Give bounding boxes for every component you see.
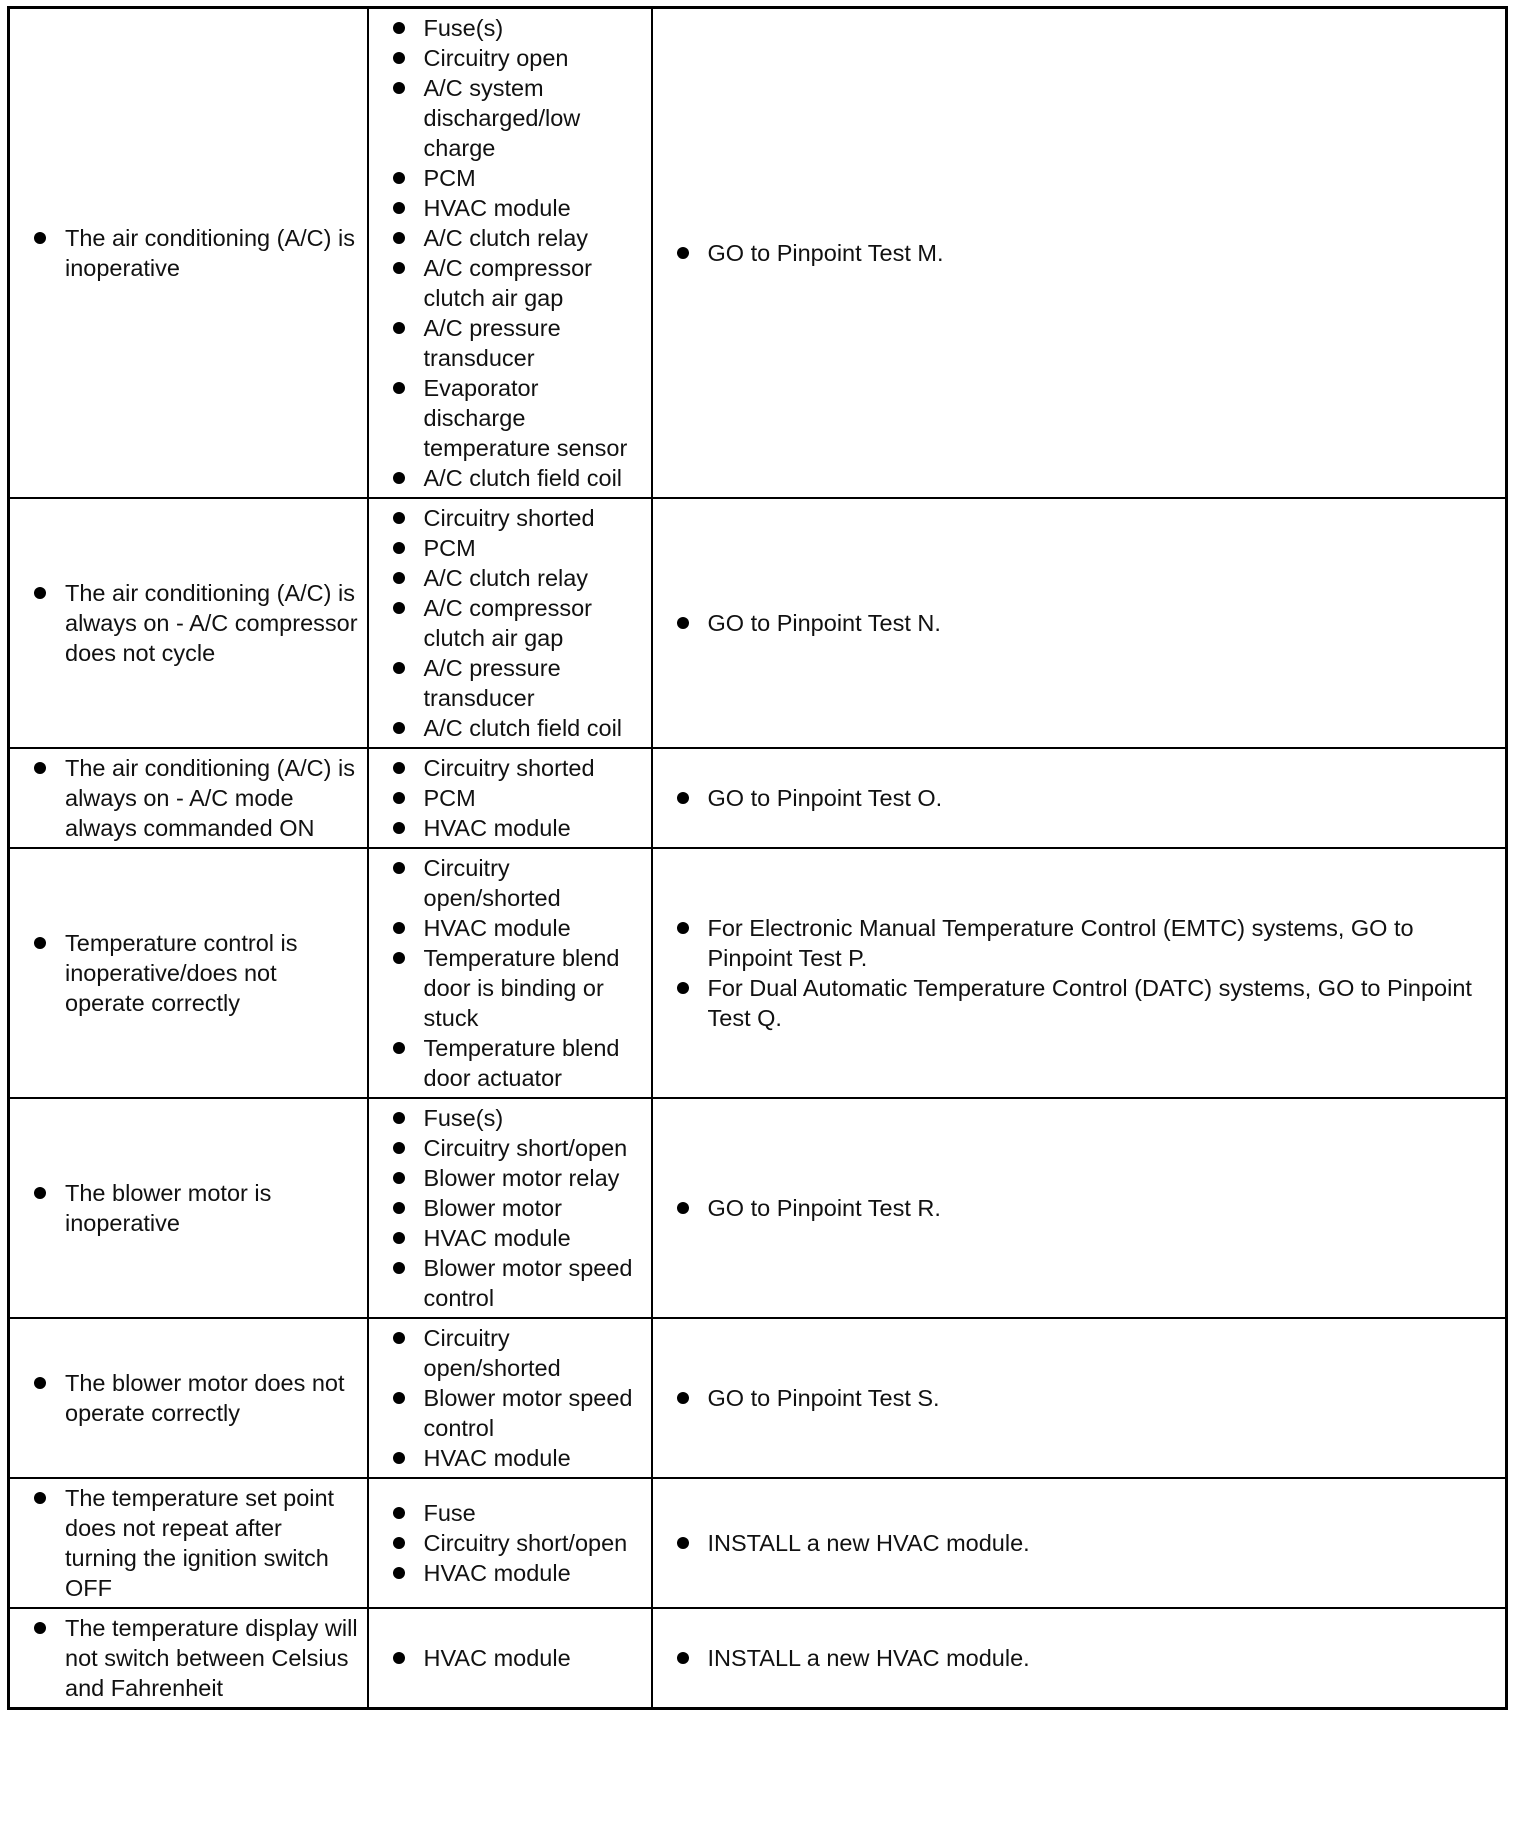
action-item: GO to Pinpoint Test R. <box>675 1193 1498 1223</box>
condition-cell <box>9 848 368 1098</box>
action-cell <box>652 748 1507 848</box>
possible-sources-cell <box>368 1478 652 1608</box>
condition-cell <box>9 8 368 499</box>
condition-cell <box>9 1318 368 1478</box>
source-item: Temperature blend door actuator <box>391 1033 643 1093</box>
action-cell <box>652 1318 1507 1478</box>
sources-list <box>391 753 643 843</box>
possible-sources-cell <box>368 1318 652 1478</box>
symptom-chart-table <box>7 6 1508 1710</box>
actions-list <box>675 1383 1498 1413</box>
source-item: Circuitry shorted <box>391 503 643 533</box>
action-cell <box>652 1098 1507 1318</box>
action-cell <box>652 8 1507 499</box>
condition-cell <box>9 1608 368 1709</box>
source-item: A/C compressor clutch air gap <box>391 593 643 653</box>
source-item: Fuse <box>391 1498 643 1528</box>
condition-text: The blower motor is inoperative <box>32 1178 359 1238</box>
source-item: HVAC module <box>391 193 643 223</box>
action-item: GO to Pinpoint Test N. <box>675 608 1498 638</box>
actions-list <box>675 1193 1498 1223</box>
condition-text: Temperature control is inoperative/does not operate correctly <box>32 928 359 1018</box>
condition-cell <box>9 1098 368 1318</box>
condition-list <box>32 1483 359 1603</box>
source-item: Circuitry short/open <box>391 1133 643 1163</box>
source-item: HVAC module <box>391 913 643 943</box>
table-body <box>9 8 1507 1709</box>
source-item: HVAC module <box>391 1558 643 1588</box>
condition-text: The temperature set point does not repeat after turning the ignition switch OFF <box>32 1483 359 1603</box>
source-item: A/C clutch relay <box>391 223 643 253</box>
table-row <box>9 1608 1507 1709</box>
condition-list <box>32 223 359 283</box>
condition-cell <box>9 498 368 748</box>
source-item: A/C clutch relay <box>391 563 643 593</box>
source-item: Evaporator discharge temperature sensor <box>391 373 643 463</box>
actions-list <box>675 913 1498 1033</box>
possible-sources-cell <box>368 1608 652 1709</box>
condition-list <box>32 1613 359 1703</box>
possible-sources-cell <box>368 8 652 499</box>
condition-text: The air conditioning (A/C) is always on - A/C compressor does not cycle <box>32 578 359 668</box>
condition-list <box>32 578 359 668</box>
action-item: INSTALL a new HVAC module. <box>675 1528 1498 1558</box>
source-item: HVAC module <box>391 1223 643 1253</box>
sources-list <box>391 1323 643 1473</box>
action-item: For Dual Automatic Temperature Control (DATC) systems, GO to Pinpoint Test Q. <box>675 973 1498 1033</box>
action-cell <box>652 1608 1507 1709</box>
action-cell <box>652 498 1507 748</box>
condition-list <box>32 1368 359 1428</box>
source-item: Circuitry open/shorted <box>391 853 643 913</box>
actions-list <box>675 1643 1498 1673</box>
source-item: HVAC module <box>391 813 643 843</box>
action-item: INSTALL a new HVAC module. <box>675 1643 1498 1673</box>
possible-sources-cell <box>368 748 652 848</box>
table-row <box>9 848 1507 1098</box>
source-item: Circuitry shorted <box>391 753 643 783</box>
condition-text: The air conditioning (A/C) is inoperative <box>32 223 359 283</box>
actions-list <box>675 783 1498 813</box>
source-item: HVAC module <box>391 1643 643 1673</box>
source-item: Fuse(s) <box>391 13 643 43</box>
action-item: GO to Pinpoint Test S. <box>675 1383 1498 1413</box>
source-item: HVAC module <box>391 1443 643 1473</box>
source-item: PCM <box>391 533 643 563</box>
source-item: Circuitry open/shorted <box>391 1323 643 1383</box>
sources-list <box>391 1498 643 1588</box>
source-item: PCM <box>391 783 643 813</box>
table-row <box>9 1478 1507 1608</box>
sources-list <box>391 1103 643 1313</box>
table-row <box>9 1318 1507 1478</box>
table-row <box>9 498 1507 748</box>
source-item: Blower motor relay <box>391 1163 643 1193</box>
source-item: Blower motor speed control <box>391 1383 643 1443</box>
possible-sources-cell <box>368 848 652 1098</box>
source-item: A/C compressor clutch air gap <box>391 253 643 313</box>
action-item: GO to Pinpoint Test M. <box>675 238 1498 268</box>
condition-text: The temperature display will not switch between Celsius and Fahrenheit <box>32 1613 359 1703</box>
condition-text: The air conditioning (A/C) is always on - A/C mode always commanded ON <box>32 753 359 843</box>
source-item: Fuse(s) <box>391 1103 643 1133</box>
sources-list <box>391 1643 643 1673</box>
source-item: A/C clutch field coil <box>391 713 643 743</box>
table-row <box>9 748 1507 848</box>
condition-list <box>32 753 359 843</box>
action-item: For Electronic Manual Temperature Control (EMTC) systems, GO to Pinpoint Test P. <box>675 913 1498 973</box>
source-item: Blower motor <box>391 1193 643 1223</box>
source-item: A/C clutch field coil <box>391 463 643 493</box>
source-item: A/C pressure transducer <box>391 653 643 713</box>
table-row <box>9 1098 1507 1318</box>
source-item: Blower motor speed control <box>391 1253 643 1313</box>
action-item: GO to Pinpoint Test O. <box>675 783 1498 813</box>
sources-list <box>391 13 643 493</box>
possible-sources-cell <box>368 498 652 748</box>
action-cell <box>652 1478 1507 1608</box>
condition-list <box>32 1178 359 1238</box>
actions-list <box>675 238 1498 268</box>
condition-text: The blower motor does not operate correctly <box>32 1368 359 1428</box>
action-cell <box>652 848 1507 1098</box>
source-item: PCM <box>391 163 643 193</box>
sources-list <box>391 853 643 1093</box>
condition-cell <box>9 1478 368 1608</box>
sources-list <box>391 503 643 743</box>
actions-list <box>675 1528 1498 1558</box>
source-item: Temperature blend door is binding or stuck <box>391 943 643 1033</box>
source-item: Circuitry short/open <box>391 1528 643 1558</box>
source-item: A/C system discharged/low charge <box>391 73 643 163</box>
table-row <box>9 8 1507 499</box>
possible-sources-cell <box>368 1098 652 1318</box>
source-item: Circuitry open <box>391 43 643 73</box>
condition-cell <box>9 748 368 848</box>
actions-list <box>675 608 1498 638</box>
condition-list <box>32 928 359 1018</box>
source-item: A/C pressure transducer <box>391 313 643 373</box>
